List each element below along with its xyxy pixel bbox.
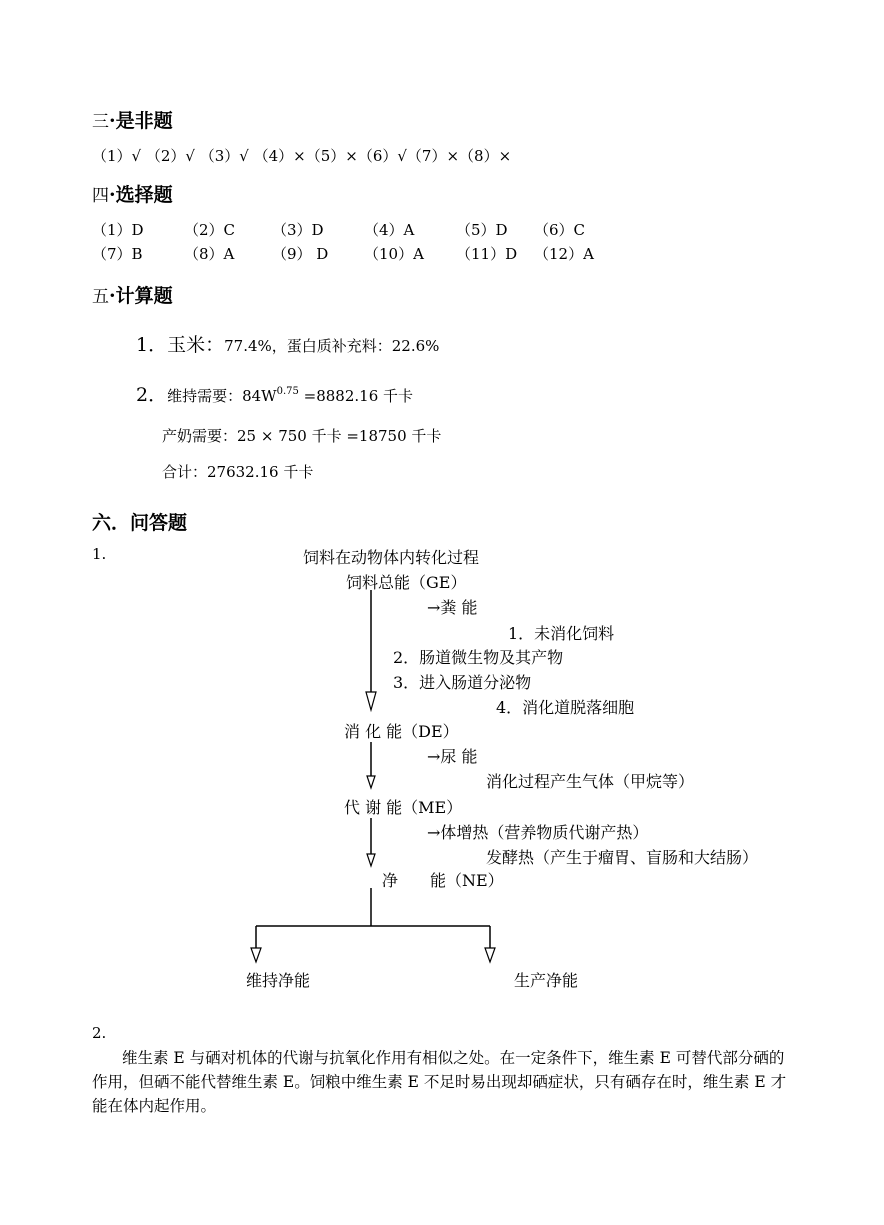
calc-q2-text: =8882.16 千卡 [298, 387, 414, 405]
calc-q2-exponent: 0.75 [276, 386, 299, 397]
calc-q1-number: 1． [136, 334, 168, 356]
qa-item1-number: 1. [92, 545, 107, 563]
choice-4: （4）A [364, 221, 415, 239]
diagram-heat: →体增热（营养物质代谢产热） [427, 823, 649, 842]
arrowhead-me-to-ne [367, 854, 375, 866]
diagram-urine: →尿 能 [427, 747, 478, 766]
section3-number: 三 [92, 112, 109, 132]
diagram-feces: →粪 能 [427, 598, 478, 617]
arrowhead-de-to-me [367, 776, 375, 788]
calc-q2-line2: 产奶需要：25 × 750 千卡 =18750 千卡 [162, 427, 442, 445]
diagram-feces-1: 1．未消化饲料 [508, 624, 615, 643]
section3-dot: · [109, 110, 116, 132]
qa-item2-text: 维生素 E 与硒对机体的代谢与抗氧化作用有相似之处。在一定条件下，维生素 E 可替代部分硒的作用，但硒不能代替维生素 E。饲粮中维生素 E 不足时易出现却硒症状，只有硒存在时，维生素 E 才能在体内起作用。 [92, 1049, 787, 1115]
qa-item2-number: 2. [92, 1024, 107, 1042]
choice-5: （5）D [456, 221, 508, 239]
section4-dot: · [109, 184, 116, 206]
diagram-de: 消 化 能（DE） [344, 722, 459, 741]
section4-title: 选择题 [115, 184, 173, 206]
choice-8: （8）A [184, 245, 235, 263]
calc-q2-label: 维持需要：84W [167, 387, 277, 405]
choice-7: （7）B [92, 245, 143, 263]
calc-q2-number: 2． [136, 384, 168, 406]
diagram-ferment: 发酵热（产生于瘤胃、盲肠和大结肠） [486, 848, 759, 867]
section5-number: 五 [92, 287, 109, 307]
section4-number: 四 [92, 186, 109, 206]
calc-q1-label: 玉米： [167, 334, 225, 356]
choice-1: （1）D [92, 221, 144, 239]
arrowhead-left [251, 948, 261, 962]
diagram-ge: 饲料总能（GE） [346, 573, 467, 592]
section3-answers: （1）√ （2）√ （3）√ （4）×（5）×（6）√（7）×（8）× [92, 147, 512, 165]
choice-6: （6）C [534, 221, 586, 239]
arrowhead-ge-to-de [366, 692, 376, 710]
choice-10: （10）A [364, 245, 424, 263]
arrowhead-right [485, 948, 495, 962]
calc-q2-line3: 合计：27632.16 千卡 [162, 463, 314, 481]
diagram-feces-2: 2．肠道微生物及其产物 [393, 648, 564, 667]
choice-9: （9） D [272, 245, 329, 263]
diagram-feces-4: 4．消化道脱落细胞 [496, 698, 635, 717]
section3-title: 是非题 [115, 110, 173, 132]
section5-title: 计算题 [115, 285, 173, 307]
diagram-gas: 消化过程产生气体（甲烷等） [486, 772, 695, 791]
choice-12: （12）A [534, 245, 594, 263]
diagram-title: 饲料在动物体内转化过程 [303, 548, 480, 567]
section5-dot: · [109, 285, 116, 307]
choice-11: （11）D [456, 245, 518, 263]
diagram-maintenance: 维持净能 [246, 971, 311, 990]
diagram-production: 生产净能 [514, 971, 579, 990]
diagram-ne: 净 能（NE） [382, 871, 504, 890]
choice-3: （3）D [272, 221, 324, 239]
diagram-feces-3: 3．进入肠道分泌物 [393, 673, 532, 692]
diagram-me: 代 谢 能（ME） [344, 798, 463, 817]
choice-2: （2）C [184, 221, 236, 239]
section6-title: 六．问答题 [92, 512, 188, 534]
calc-q1-text: 77.4%，蛋白质补充料：22.6% [224, 337, 440, 355]
